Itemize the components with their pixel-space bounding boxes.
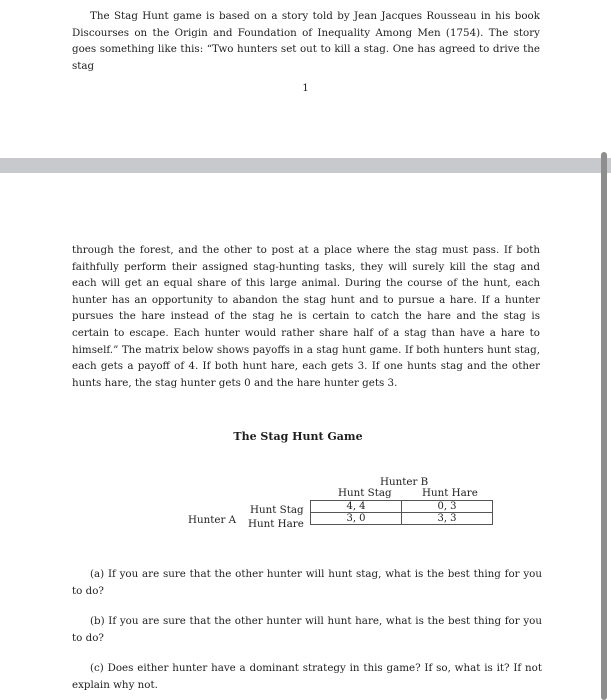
column-strategy-hare: Hunt Hare: [422, 487, 478, 499]
scrollbar-thumb[interactable]: [601, 152, 607, 700]
page-separator: [0, 158, 611, 173]
payoff-row-stag: [311, 501, 493, 513]
payoff-stag-stag: 4, 4: [311, 501, 402, 513]
payoff-matrix: [310, 500, 493, 525]
row-strategy-hare: Hunt Hare: [248, 518, 304, 530]
payoff-hare-hare: 3, 3: [402, 513, 493, 525]
page-number: 1: [302, 83, 309, 94]
question-b: (b) If you are sure that the other hunter will hunt hare, what is the best thing for you to do?: [72, 615, 542, 644]
payoff-row-hare: [311, 513, 493, 525]
row-player-label: Hunter A: [188, 514, 237, 526]
question-c: (c) Does either hunter have a dominant strategy in this game? If so, what is it? If not explain why not.: [72, 662, 542, 691]
game-title: The Stag Hunt Game: [233, 430, 363, 443]
column-player-label: Hunter B: [380, 476, 429, 488]
intro-paragraph: The Stag Hunt game is based on a story told by Jean Jacques Rousseau in his book Discourses on the Origin and Foundation of Inequality Among Men (1754). The story goes something like this: “Two hunters set out to kill a stag. One has agreed to drive the stag: [72, 10, 540, 72]
story-paragraph: through the forest, and the other to post at a place where the stag must pass. If both faithfully perform their assigned stag-hunting tasks, they will surely kill the stag and each will get an equal share of this large animal. During the course of the hunt, each hunter has an opportunity to abandon the stag hunt and to pursue a hare. If a hunter pursues the hare instead of the stag he is certain to catch the hare and the stag is certain to escape. Each hunter would rather share half of a stag than have a hare to himself.” The matrix below shows payoffs in a stag hunt game. If both hunters hunt stag, each gets a payoff of 4. If both hunt hare, each gets 3. If one hunts stag and the other hunts hare, the stag hunter gets 0 and the hare hunter gets 3.: [72, 244, 540, 389]
row-strategy-stag: Hunt Stag: [250, 504, 304, 516]
column-strategy-stag: Hunt Stag: [338, 487, 392, 499]
payoff-stag-hare: 0, 3: [402, 501, 493, 513]
payoff-hare-stag: 3, 0: [311, 513, 402, 525]
question-a: (a) If you are sure that the other hunter will hunt stag, what is the best thing for you to do?: [72, 568, 542, 597]
